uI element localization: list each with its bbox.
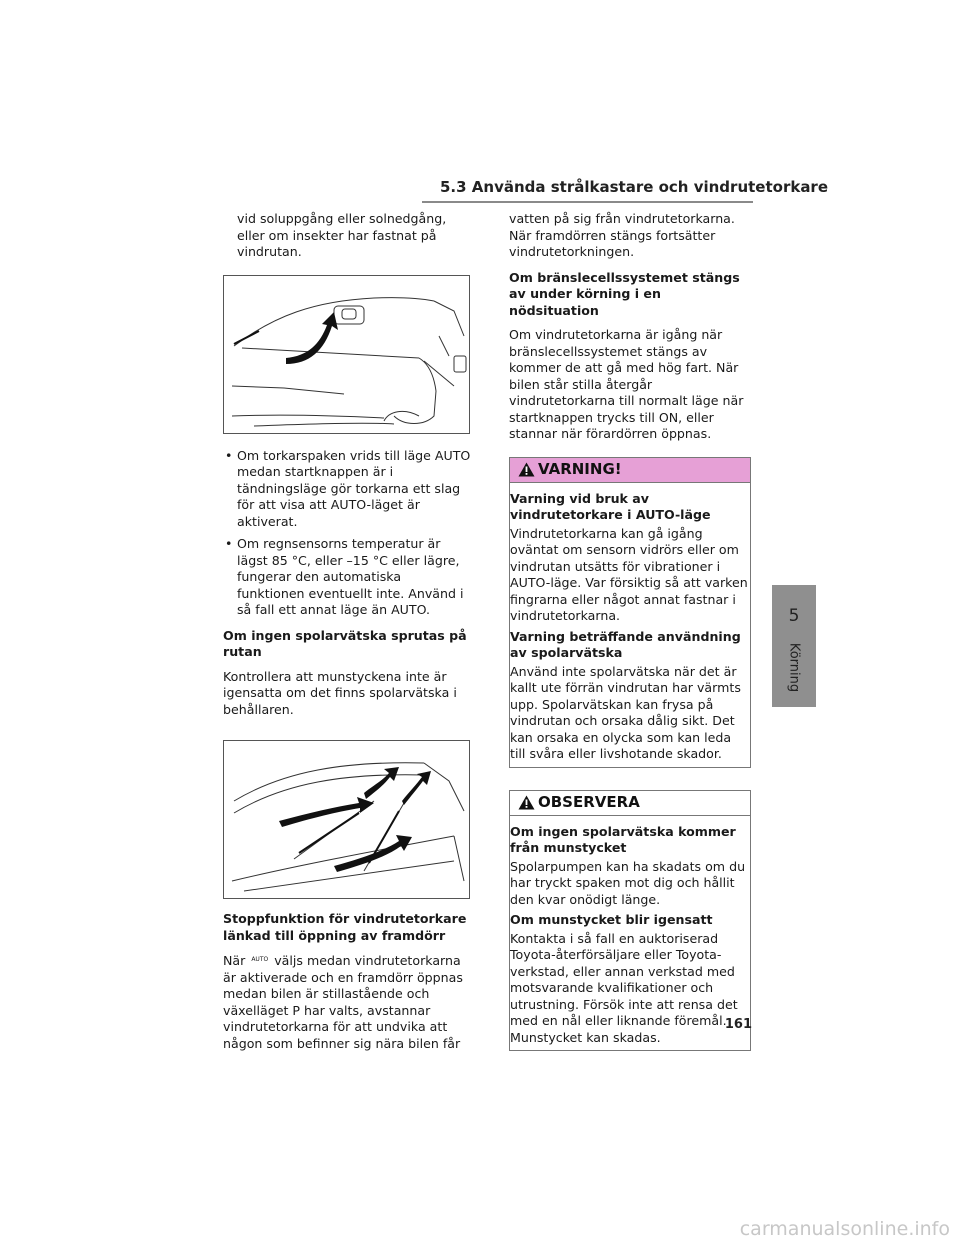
bullet-item: • Om torkarspaken vrids till läge AUTO medan startknappen är i tändningsläge gör torkarna ett slag för att visa att AUTO-läget är aktiverat.	[223, 448, 471, 531]
warning-title: VARNING!	[538, 460, 622, 479]
bullet-list	[223, 448, 471, 619]
notice-item-text: Kontakta i så fall en auktoriserad Toyota-återförsäljare eller Toyota-verkstad, eller annan verkstad med motsvarande kvalifikationer och utrustning. Försök inte att rensa det med en nål eller liknande föremål. Munstycket kan skadas.	[510, 930, 738, 1045]
warning-triangle-icon	[518, 462, 535, 477]
windshield-sensor-figure	[223, 275, 470, 434]
warning-header	[510, 458, 750, 483]
intro-text: vid soluppgång eller solnedgång, eller om insekter har fastnat på vindrutan.	[237, 211, 447, 259]
windshield-sensor-illustration	[224, 276, 469, 433]
stop-text-prefix: När	[223, 953, 246, 968]
notice-item-text: Spolarpumpen kan ha skadats om du har tryckt spaken mot dig och hållit den kvar onödigt länge.	[510, 858, 746, 907]
notice-box	[509, 790, 751, 1052]
warning-item-text: Vindrutetorkarna kan gå igång oväntat om sensorn vidrörs eller om vindrutan utsätts för vibrationer i AUTO-läge. Var försiktig så att varken fingrarna eller något annat fastnar i vindrutetorkarna.	[510, 525, 748, 623]
notice-body	[510, 816, 750, 1047]
fuelcell-text: Om vindrutetorkarna är igång när bränslecellssystemet stängs av kommer de att gå med hög fart. När bilen står stilla återgår vindrutetorkarna till normalt läge när startknappen trycks till ON, eller stannar när förardörren öppnas.	[509, 327, 744, 441]
fuelcell-heading: Om bränslecellssystemet stängs av under körning i en nödsituation	[509, 269, 740, 318]
caution-triangle-icon	[518, 795, 535, 810]
no-fluid-heading: Om ingen spolarvätska sprutas på rutan	[223, 627, 467, 659]
stop-text-rest: väljs medan vindrutetorkarna är aktiverade och en framdörr öppnas medan bilen är stillastående och växelläget P har valts, avstannar vindrutetorkarna för att undvika att någon som befinner sig nära bilen får	[223, 953, 463, 1051]
right-column	[509, 211, 751, 1073]
warning-item-text: Använd inte spolarvätska när det är kallt ute förrän vindrutan har värmts upp. Spolarvätskan kan frysa på vindrutan och orsaka dålig sikt. Det kan orsaka en olycka som kan leda till svåra eller livshotande skador.	[510, 663, 741, 761]
auto-mode-icon: AUTO	[251, 956, 269, 963]
washer-nozzle-figure	[223, 740, 470, 899]
chapter-number: 5	[788, 606, 800, 626]
washer-nozzle-illustration	[224, 741, 469, 898]
notice-item-heading: Om munstycket blir igensatt	[510, 912, 713, 927]
watermark: carmanualsonline.info	[739, 1218, 950, 1240]
warning-body	[510, 483, 750, 763]
section-header: 5.3 Använda strålkastare och vindrutetorkare	[440, 178, 829, 196]
warning-box	[509, 457, 751, 768]
left-column	[223, 211, 471, 1061]
bullet-item: • Om regnsensorns temperatur är lägst 85 °C, eller –15 °C eller lägre, fungerar den automatiska funktionen eventuellt inte. Använd i så fall ett annat läge än AUTO.	[223, 536, 471, 619]
notice-title: OBSERVERA	[538, 793, 640, 812]
stop-function-text	[223, 952, 471, 1052]
chapter-label: Körning	[786, 642, 802, 693]
no-fluid-text: Kontrollera att munstyckena inte är igensatta om det finns spolarvätska i behållaren.	[223, 668, 457, 717]
warning-item-heading: Varning beträffande användning av spolarvätska	[510, 628, 741, 660]
continued-text: vatten på sig från vindrutetorkarna. När framdörren stängs fortsätter vindrutetorkningen.	[509, 211, 735, 259]
notice-header	[510, 791, 750, 816]
header-rule	[422, 201, 753, 203]
notice-item-heading: Om ingen spolarvätska kommer från munstycket	[510, 823, 736, 855]
page-number: 161	[724, 1017, 752, 1032]
stop-function-heading: Stoppfunktion för vindrutetorkare länkad till öppning av framdörr	[223, 911, 467, 943]
warning-item-heading: Varning vid bruk av vindrutetorkare i AUTO-läge	[510, 490, 711, 522]
